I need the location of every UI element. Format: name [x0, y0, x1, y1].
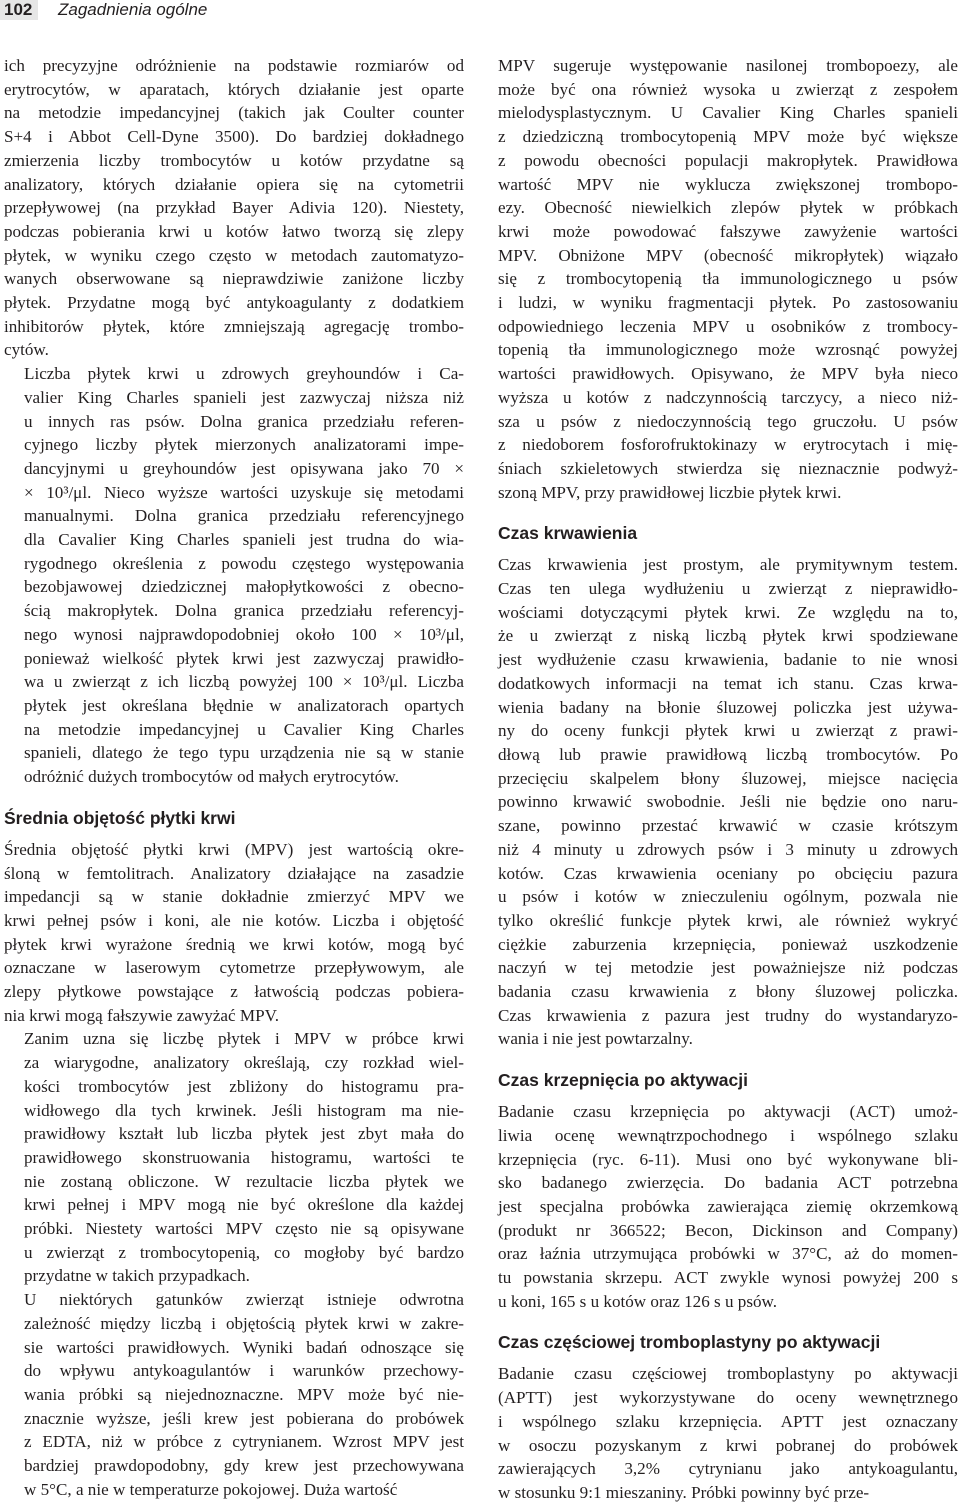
text-line: bardziej prawdopodobny, gdy krew jest przechowywana	[24, 1456, 464, 1476]
text-line: Średnia objętość płytki krwi (MPV) jest wartością okre-	[4, 839, 464, 859]
text-line: topenią tła immunologicznego może wzrosnąć powyżej	[498, 340, 958, 360]
text-line: się z trombocytopenią tła immunologicznego u psów	[498, 269, 958, 289]
page-header	[0, 0, 960, 22]
text-line: zawierających 3,2% cytrynianu jako antykoagulantu,	[498, 1459, 958, 1479]
text-line: w 5°C, a nie w temperaturze pokojowej. Duża wartość	[24, 1479, 398, 1499]
text-line: w stosunku 9:1 mieszaniny. Próbki powinny być prze-	[498, 1482, 870, 1502]
paragraph	[498, 1100, 958, 1313]
text-line: krwi pełnej i MPV mogą nie być określone dla każdej	[24, 1195, 464, 1215]
text-line: analizatory, których działanie opiera się na cytometrii	[4, 174, 464, 194]
text-line: Badanie czasu częściowej tromboplastyny po aktywacji	[498, 1364, 958, 1384]
text-line: znacznie wyższe, jeśli krew jest pobierana do probówek	[24, 1408, 464, 1428]
text-line: MPV sugeruje występowanie nasilonej trombopoezy, ale	[498, 56, 958, 75]
text-line: śloną w femtolitrach. Analizatory działające na zasadzie	[4, 863, 464, 883]
text-line: jest wydłużenie czasu krwawienia, badanie to nie wnosi	[498, 650, 958, 670]
text-line: u psów i kotów w znieczuleniu ogólnym, pozwala nie	[498, 887, 958, 907]
text-line: bezobjawowej dziedzicznej małopłytkowości z obecno-	[24, 577, 464, 597]
text-line: wa u zwierząt z ich liczbą powyżej 100 × 10³/μl. Liczba	[24, 672, 464, 692]
text-line: może być ona również wysoka u zwierząt z zespołem	[498, 79, 958, 99]
text-line: ścią makropłytek. Dolna granica przedziału referencyj-	[24, 601, 464, 621]
text-line: płytek krwi wyrażone średnią we krwi kotów, mogą być	[4, 934, 464, 954]
text-line: ezy. Obecność niewielkich zlepów płytek w próbkach	[498, 198, 958, 218]
text-line: u zwierząt z trombocytopenią, co mogłoby być bardzo	[24, 1242, 464, 1262]
text-line: Czas krwawienia z pazura jest trudny do wystandaryzo-	[498, 1005, 958, 1025]
left-column	[4, 54, 464, 1501]
text-line: Zanim uzna się liczbę płytek i MPV w próbce krwi	[24, 1029, 464, 1049]
text-line: widłowego dla tych krwinek. Jeśli histogram ma nie-	[24, 1100, 464, 1120]
text-line: przecięciu skalpelem błony śluzowej, miejsce nacięcia	[498, 768, 958, 788]
paragraph	[4, 838, 464, 1028]
text-line: kotów. Czas krwawienia oceniany po obcięciu pazura	[498, 863, 958, 883]
text-line: Liczba płytek krwi u zdrowych greyhoundów i Ca-	[24, 364, 464, 384]
text-line: płytek, w wyniku czego często w metodach zautomatyzo-	[4, 245, 464, 265]
text-line: z dziedziczną trombocytopenią MPV może być większe	[498, 127, 958, 147]
text-line: naczyń w tej metodzie jest poważniejsze niż podczas	[498, 958, 958, 978]
text-line: sie wartości prawidłowych. Wyniki badań odnoszące się	[24, 1337, 464, 1357]
text-line: mielodysplastycznym. U Cavalier King Charles spanieli	[498, 103, 958, 123]
text-line: odpowiedniego leczenia MPV u osobników z trombocy-	[498, 316, 958, 336]
section-heading-act: Czas krzepnięcia po aktywacji	[498, 1070, 748, 1091]
text-line: i wspólnego szlaku krzepnięcia. APTT jest oznaczany	[498, 1411, 958, 1431]
text-line: dancyjnymi u greyhoundów jest opisywana jako 70 ×	[24, 458, 464, 478]
text-line: dla Cavalier King Charles spanieli jest trudna do wia-	[24, 530, 464, 550]
text-line: Czas krwawienia jest prostym, ale prymitywnym testem.	[498, 555, 958, 575]
text-line: nego wynosi najprawdopodobniej około 100 × 10³/μl,	[24, 624, 464, 644]
text-line: wartość MPV nie wyklucza zwiększonej trombopo-	[498, 174, 958, 194]
paragraph	[4, 1288, 464, 1501]
text-line: Badanie czasu krzepnięcia po aktywacji (ACT) umoż-	[498, 1102, 958, 1122]
text-line: śniach szkieletowych stwierdza się nieznacznie podwyż-	[498, 458, 958, 478]
text-line: u koni, 165 s u kotów oraz 126 s u psów.	[498, 1291, 778, 1311]
text-line: z EDTA, niż w próbce z cytrynianem. Wzrost MPV jest	[24, 1432, 464, 1452]
text-line: ich precyzyjne odróżnienie na podstawie rozmiarów od	[4, 56, 464, 75]
page-number: 102	[0, 0, 38, 20]
text-line: liwia ocenę wewnątrzpochodnego i wspólnego szlaku	[498, 1125, 958, 1145]
text-line: za wiarygodne, analizatory określają, czy rozkład wiel-	[24, 1053, 464, 1073]
text-line: tylko określić funkcje płytek krwi, ale również wykryć	[498, 910, 958, 930]
text-line: w osoczu pozyskanym z krwi pobranej do probówek	[498, 1435, 958, 1455]
text-line: MPV. Obniżone MPV (obecność mikropłytek) wiązało	[498, 245, 958, 265]
text-line: do wpływu antykoagulantów i warunków przechowy-	[24, 1361, 464, 1381]
text-line: nia krwi mogą fałszywie zawyżać MPV.	[4, 1005, 280, 1025]
text-line: U niektórych gatunków zwierząt istnieje odwrotna	[24, 1290, 464, 1310]
text-line: dodatkowych informacji na temat ich stanu. Czas krwa-	[498, 673, 958, 693]
running-title: Zagadnienia ogólne	[58, 0, 208, 19]
text-line: dłową lub prawie prawidłową liczbą trombocytów. Po	[498, 744, 958, 764]
section-heading-bleeding-time: Czas krwawienia	[498, 523, 638, 544]
text-line: u innych ras psów. Dolna granica przedziału referen-	[24, 411, 464, 431]
paragraph	[4, 54, 464, 362]
text-line: niż 4 minuty u zdrowych psów i 3 minuty u zdrowych	[498, 839, 958, 859]
text-line: oznaczane w laserowym cytometrze przepływowym, ale	[4, 958, 464, 978]
text-line: że u zwierząt z niską liczbą płytek krwi spodziewane	[498, 626, 958, 646]
text-line: wienia badany na błonie śluzowej policzka jest używa-	[498, 697, 958, 717]
text-line: tu powstania skrzepu. ACT zwykle wynosi powyżej 200 s	[498, 1268, 958, 1288]
text-line: szane, powinno przestać krwawić w czasie krótszym	[498, 816, 958, 836]
text-line: (produkt nr 366522; Becon, Dickinson and Company)	[498, 1220, 958, 1240]
text-line: inhibitorów płytek, które zmniejszają agregację trombo-	[4, 316, 464, 336]
text-line: nie zostaną obliczone. W rezultacie liczba płytek we	[24, 1171, 464, 1191]
text-line: wyższa u kotów z nadczynnością tarczycy, a nieco niż-	[498, 387, 958, 407]
text-line: wościami dotyczącymi płytek krwi. Ze względu na to,	[498, 602, 958, 622]
paragraph	[498, 54, 958, 504]
text-line: jest specjalna probówka zawierająca ziemię okrzemkową	[498, 1196, 958, 1216]
text-line: Czas ten ulega wydłużeniu u zwierząt z nieprawidło-	[498, 579, 958, 599]
text-line: podczas pobierania krwi u kotów łatwo tworzą się zlepy	[4, 221, 464, 241]
text-line: sza u psów z niedoczynnością tego gruczołu. U psów	[498, 411, 958, 431]
paragraph	[4, 362, 464, 789]
text-line: szoną MPV, przy prawidłowej liczbie płytek krwi.	[498, 482, 842, 502]
text-line: i ludzi, w wyniku fragmentacji płytek. Po zastosowaniu	[498, 293, 958, 313]
text-line: impedancji są w stanie dokładnie zmierzyć MPV we	[4, 887, 464, 907]
text-line: odróżnić dużych trombocytów od małych erytrocytów.	[24, 767, 399, 787]
text-line: cytów.	[4, 340, 49, 360]
text-line: powinno krwawić swobodnie. Jeśli nie będzie ono naru-	[498, 792, 958, 812]
paragraph	[4, 1027, 464, 1288]
text-line: valier King Charles spanieli jest zazwyczaj niższa niż	[24, 387, 464, 407]
text-line: spanieli, dlatego że tego typu urządzenia nie są w stanie	[24, 743, 464, 763]
right-column	[498, 54, 958, 1505]
text-line: krwi pełnej psów i koni, ale nie kotów. Liczba i objętość	[4, 910, 464, 930]
text-line: rygodnego określenia z powodu częstego występowania	[24, 553, 464, 573]
paragraph	[498, 553, 958, 1051]
text-line: × 10³/μl. Nieco wyższe wartości uzyskuje się metodami	[24, 482, 464, 502]
text-line: przydatne w takich przypadkach.	[24, 1266, 250, 1286]
text-line: z powodu obecności populacji makropłytek. Prawidłowa	[498, 150, 958, 170]
text-line: prawidłowy kształt lub liczba płytek jest zbyt mała do	[24, 1124, 464, 1144]
text-line: przepływowej (na przykład Bayer Adivia 120). Niestety,	[4, 198, 464, 218]
text-line: erytrocytów, w aparatach, których działanie jest oparte	[4, 79, 464, 99]
text-line: S+4 i Abbot Cell-Dyne 3500). Do bardziej dokładnego	[4, 127, 464, 147]
text-line: krzepnięcia (ryc. 6-11). Musi ono być wykonywane bli-	[498, 1149, 958, 1169]
text-line: oraz łaźnia utrzymująca probówki w 37°C, aż do momen-	[498, 1244, 958, 1264]
text-line: płytek jest określana błędnie w analizatorach opartych	[24, 695, 464, 715]
text-line: wania próbki są niejednoznaczne. MPV może być nie-	[24, 1384, 464, 1404]
text-line: wanych obserwowane są nieprawdziwie zaniżone liczby	[4, 269, 464, 289]
text-line: badania czasu krwawienia z błony śluzowej policzka.	[498, 982, 958, 1002]
text-line: sko badanego zwierzęcia. Do badania ACT potrzebna	[498, 1173, 958, 1193]
text-line: ciężkie zaburzenia krzepnięcia, ponieważ uszkodzenie	[498, 934, 958, 954]
text-line: zmierzenia liczby trombocytów u kotów przydatne są	[4, 150, 464, 170]
text-line: próbki. Niestety wartości MPV często nie są opisywane	[24, 1219, 464, 1239]
section-heading-mpv: Średnia objętość płytki krwi	[4, 807, 236, 828]
text-line: kości trombocytów jest zbliżony do histogramu pra-	[24, 1076, 464, 1096]
text-line: wartości prawidłowych. Opisywano, że MPV była nieco	[498, 364, 958, 384]
text-line: płytek. Przydatne mogą być antykoagulanty z dodatkiem	[4, 293, 464, 313]
text-line: zlepy płytkowe powstające z łatwością podczas pobiera-	[4, 982, 464, 1002]
text-line: wania i nie jest powtarzalny.	[498, 1029, 693, 1049]
section-heading-aptt: Czas częściowej tromboplastyny po aktywacji	[498, 1332, 881, 1353]
text-line: manualnymi. Dolna granica przedziału referencyjnego	[24, 506, 464, 526]
text-line: (APTT) jest wykorzystywane do oceny wewnętrznego	[498, 1388, 958, 1408]
text-line: krwi może powodować fałszywe zawyżenie wartości	[498, 221, 958, 241]
text-line: ponieważ wielkość płytek krwi jest zazwyczaj prawidło-	[24, 648, 464, 668]
text-line: na metodzie impedancyjnej u Cavalier King Charles	[24, 719, 464, 739]
text-line: prawidłowego skonstruowania histogramu, wartości te	[24, 1147, 464, 1167]
text-line: z niedoborem fosforofruktokinazy w erytrocytach i mię-	[498, 435, 958, 455]
text-line: zależność między liczbą i objętością płytek krwi w zakre-	[24, 1313, 464, 1333]
text-line: na metodzie impedancyjnej (takich jak Coulter counter	[4, 103, 464, 123]
paragraph	[498, 1362, 958, 1504]
text-line: ny do oceny funkcji płytek krwi u zwierząt z prawi-	[498, 721, 958, 741]
text-line: cyjnego liczby płytek mierzonych analizatorami impe-	[24, 435, 464, 455]
